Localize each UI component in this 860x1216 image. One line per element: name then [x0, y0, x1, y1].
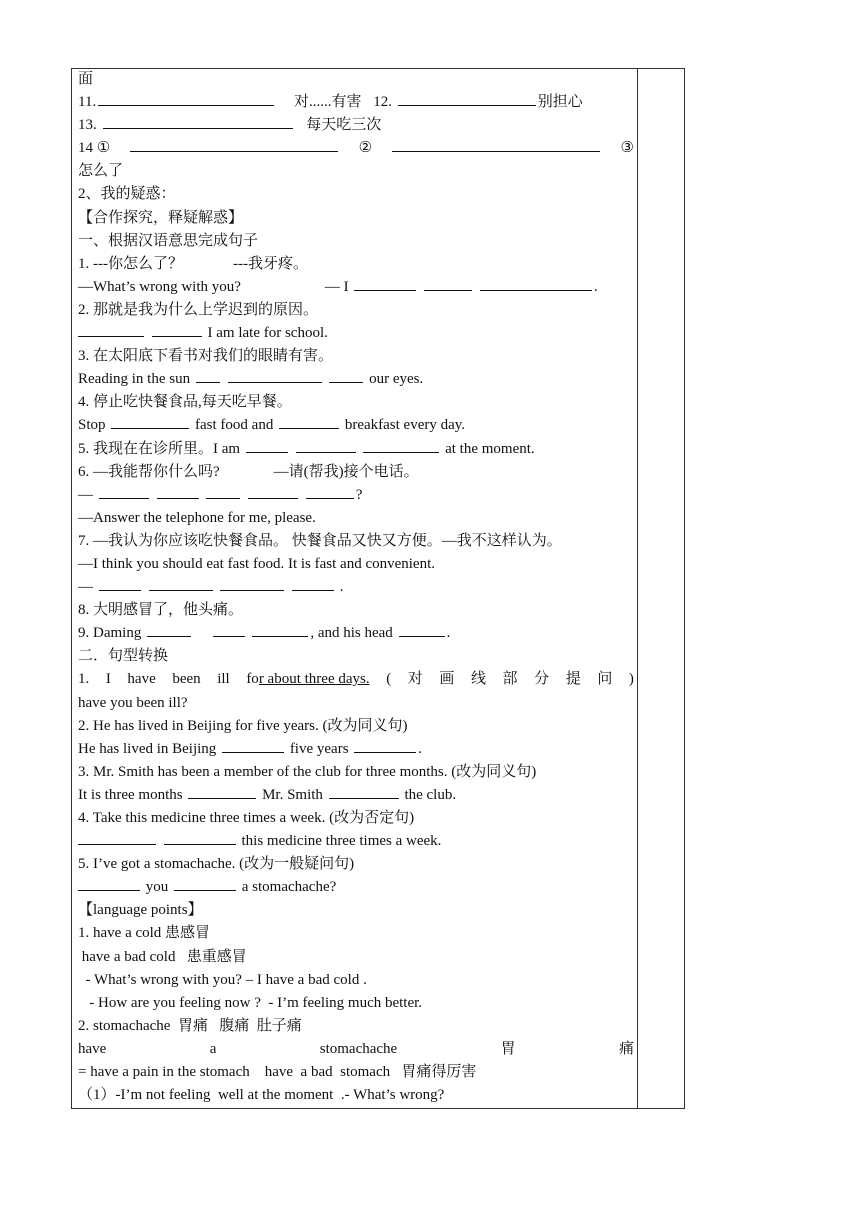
transform-question-3: 3. Mr. Smith has been a member of the club for three months. (改为同义句)	[78, 763, 537, 780]
answer-blank[interactable]	[354, 276, 416, 291]
transform-answer-3: It is three months Mr. Smith the club.	[78, 784, 634, 807]
answer-blank[interactable]	[164, 830, 236, 845]
answer-blank[interactable]	[363, 438, 439, 453]
answer-blank[interactable]	[329, 784, 399, 799]
transform-answer-4: this medicine three times a week.	[78, 830, 634, 853]
answer-blank[interactable]	[147, 622, 191, 637]
answer-blank[interactable]	[99, 576, 141, 591]
language-point: = have a pain in the stomach have a bad stomach 胃痛得厉害	[78, 1064, 477, 1081]
answer-blank[interactable]	[329, 368, 363, 383]
question-4-chinese: 4. 停止吃快餐食品,每天吃早餐。	[78, 394, 292, 411]
answer-blank[interactable]	[149, 576, 213, 591]
answer-blank[interactable]	[296, 438, 356, 453]
underlined-phrase: r about three days.	[258, 671, 370, 688]
answer-blank[interactable]	[111, 414, 189, 429]
answer-blank[interactable]	[103, 114, 293, 129]
answer-blank[interactable]	[354, 738, 416, 753]
language-point: - What’s wrong with you? – I have a bad cold .	[78, 971, 367, 988]
question-3-english: Reading in the sun our eyes.	[78, 368, 634, 391]
question-9: 9. Daming , and his head .	[78, 622, 634, 645]
transform-question-5: 5. I’ve got a stomachache. (改为一般疑问句)	[78, 856, 355, 873]
answer-blank[interactable]	[130, 137, 338, 152]
answer-blank[interactable]	[78, 876, 140, 891]
answer-blank[interactable]	[98, 91, 274, 106]
question-2-english: I am late for school.	[78, 322, 634, 345]
question-7-english: —I think you should eat fast food. It is fast and convenient.	[78, 555, 436, 572]
answer-blank[interactable]	[213, 622, 245, 637]
vocab-line-14: 14 ① ② ③	[78, 137, 634, 160]
answer-blank[interactable]	[398, 91, 536, 106]
section-heading: 【合作探究，释疑解惑】	[78, 209, 244, 226]
section-heading: 【language points】	[78, 902, 203, 919]
answer-blank[interactable]	[222, 738, 284, 753]
language-point: - How are you feeling now ? - I’m feeling much better.	[78, 994, 423, 1011]
answer-blank[interactable]	[292, 576, 334, 591]
answer-blank[interactable]	[206, 484, 240, 499]
section-heading: 一、根据汉语意思完成句子	[78, 232, 259, 249]
answer-blank[interactable]	[279, 414, 339, 429]
question-3-chinese: 3. 在太阳底下看书对我们的眼睛有害。	[78, 348, 334, 365]
answer-blank[interactable]	[252, 622, 308, 637]
answer-blank[interactable]	[157, 484, 199, 499]
answer-blank[interactable]	[399, 622, 445, 637]
answer-blank[interactable]	[220, 576, 284, 591]
transform-question-2: 2. He has lived in Beijing for five years. (改为同义句)	[78, 717, 408, 734]
answer-blank[interactable]	[248, 484, 298, 499]
question-4-english: Stop fast food and breakfast every day.	[78, 414, 634, 437]
worksheet-content	[78, 68, 634, 1107]
answer-blank[interactable]	[99, 484, 149, 499]
text-line: 怎么了	[78, 163, 124, 180]
question-6-answer: —Answer the telephone for me, please.	[78, 509, 316, 526]
transform-answer-5: you a stomachache?	[78, 876, 634, 899]
answer-blank[interactable]	[78, 322, 144, 337]
answer-blank[interactable]	[392, 137, 600, 152]
text-line: 面	[78, 71, 94, 87]
answer-blank[interactable]	[480, 276, 592, 291]
answer-blank[interactable]	[246, 438, 288, 453]
language-point: （1）-I’m not feeling well at the moment .- What’s wrong?	[78, 1087, 445, 1104]
vocab-line-11-12: 11. 对......有害 12. 别担心	[78, 91, 634, 114]
answer-blank[interactable]	[188, 784, 256, 799]
vocab-line-13: 13. 每天吃三次	[78, 114, 634, 137]
question-1-chinese: 1. ---你怎么了？ ---我牙疼。	[78, 255, 308, 272]
column-divider	[637, 68, 638, 1109]
transform-question-1: 1. I have been ill for about three days. ( 对 画 线 部 分 提 问 )	[78, 671, 634, 688]
question-7-chinese: 7. —我认为你应该吃快餐食品。 快餐食品又快又方便。—我不这样认为。	[78, 532, 562, 549]
answer-blank[interactable]	[152, 322, 202, 337]
answer-blank[interactable]	[228, 368, 322, 383]
language-point: have a bad cold 患重感冒	[78, 948, 247, 965]
question-8-chinese: 8. 大明感冒了，他头痛。	[78, 602, 244, 619]
question-7-blanks: — .	[78, 576, 634, 599]
transform-answer-1: have you been ill?	[78, 694, 188, 711]
answer-blank[interactable]	[424, 276, 472, 291]
question-1-english: —What’s wrong with you? — I .	[78, 276, 634, 299]
answer-blank[interactable]	[78, 830, 156, 845]
transform-answer-2: He has lived in Beijing five years .	[78, 738, 634, 761]
question-5: 5. 我现在在诊所里。I am at the moment.	[78, 438, 634, 461]
answer-blank[interactable]	[174, 876, 236, 891]
section-heading: 2、我的疑惑：	[78, 186, 176, 203]
transform-question-4: 4. Take this medicine three times a week. (改为否定句)	[78, 810, 415, 826]
question-2-chinese: 2. 那就是我为什么上学迟到的原因。	[78, 301, 319, 318]
question-6-chinese: 6. —我能帮你什么吗? —请(帮我)接个电话。	[78, 463, 419, 480]
answer-blank[interactable]	[306, 484, 354, 499]
answer-blank[interactable]	[196, 368, 220, 383]
question-6-blanks: — ?	[78, 484, 634, 507]
language-point-justified: have a stomachache 胃 痛	[78, 1040, 634, 1057]
language-point: 1. have a cold 患感冒	[78, 925, 211, 942]
section-heading: 二．句型转换	[78, 648, 169, 665]
language-point: 2. stomachache 胃痛 腹痛 肚子痛	[78, 1017, 302, 1034]
